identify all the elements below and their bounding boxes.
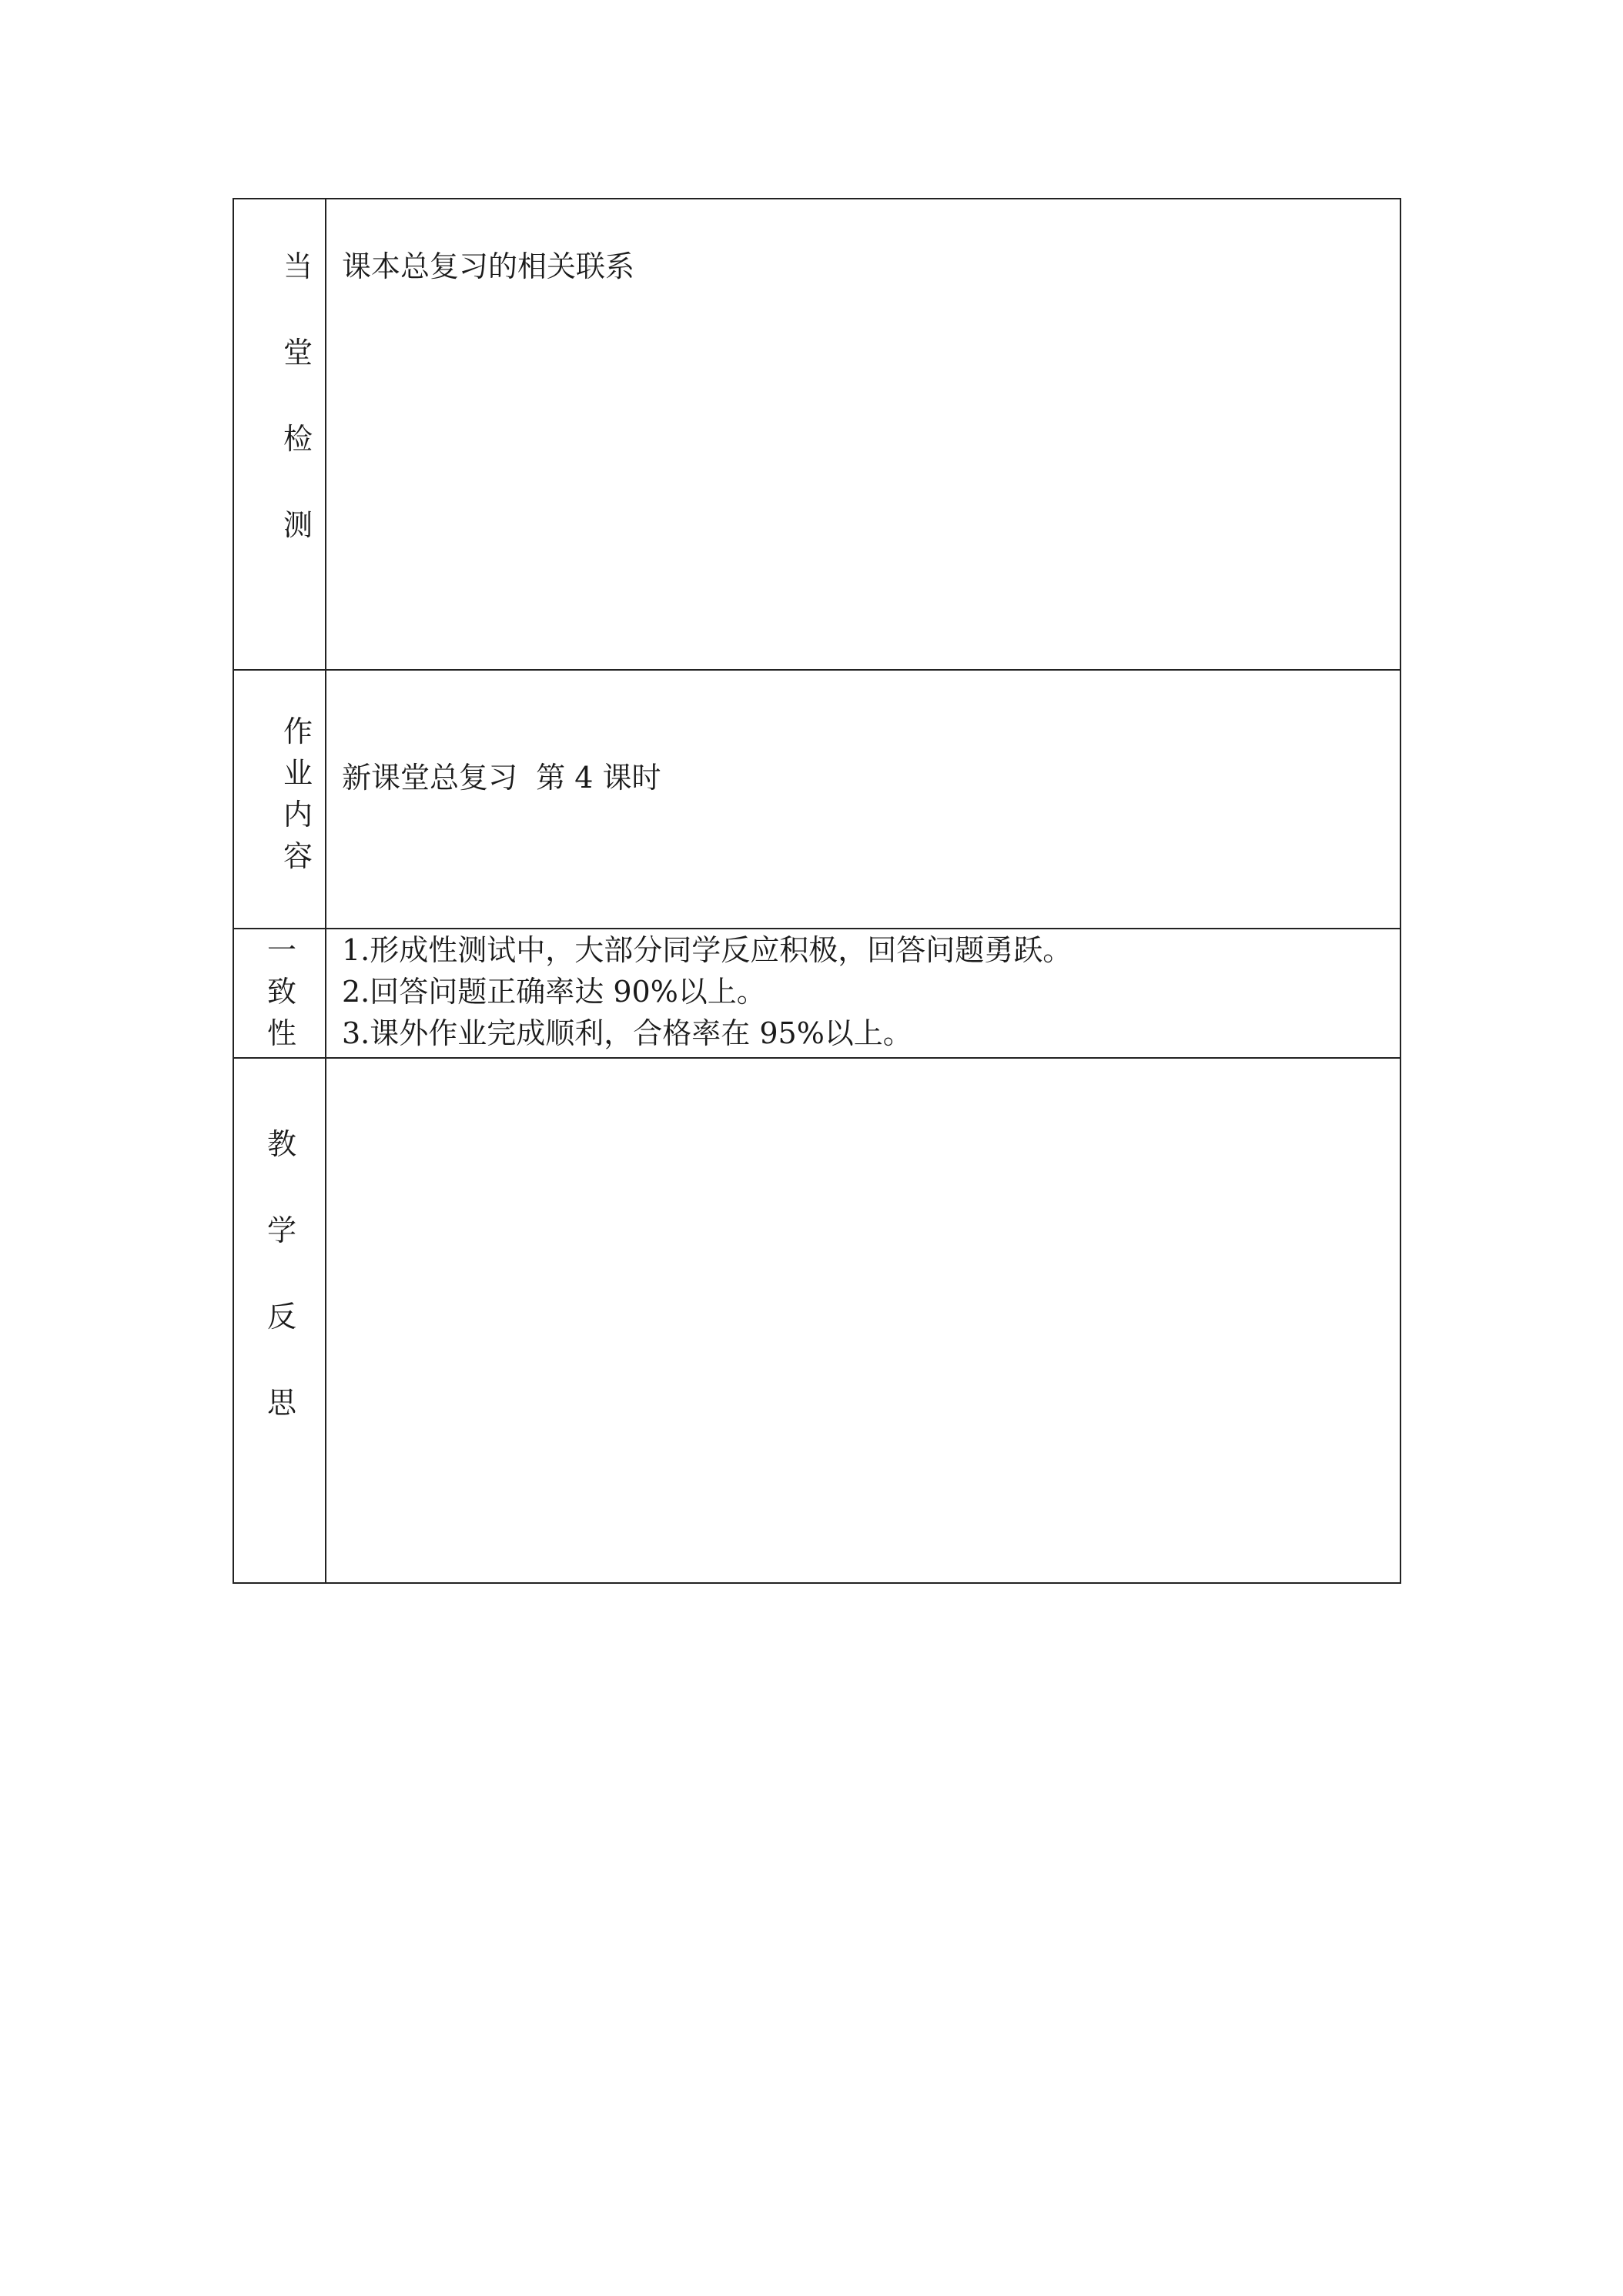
label-consistency — [234, 929, 326, 1057]
row-reflection — [234, 1059, 1400, 1582]
label-char: 测 — [283, 508, 313, 542]
label-char: 致 — [266, 975, 296, 1009]
label-char: 堂 — [283, 336, 313, 370]
label-char: 检 — [283, 422, 313, 456]
content-line: 1.形成性测试中，大部分同学反应积极，回答问题勇跃。 — [342, 933, 1073, 967]
label-char: 当 — [283, 249, 313, 283]
label-char: 反 — [266, 1300, 296, 1334]
label-char: 思 — [266, 1386, 296, 1420]
label-char: 业 — [283, 756, 313, 790]
content-line: 3.课外作业完成顺利，合格率在 95%以上。 — [342, 1016, 912, 1050]
row-homework — [234, 671, 1400, 929]
row-consistency — [234, 929, 1400, 1059]
label-char: 一 — [266, 933, 296, 967]
label-char: 内 — [283, 798, 313, 832]
label-reflection — [234, 1059, 326, 1582]
content-line: 2.回答问题正确率达 90%以上。 — [342, 975, 766, 1009]
label-char: 作 — [283, 715, 313, 748]
content-consistency — [326, 929, 1400, 1057]
content-class-test — [326, 199, 1400, 669]
label-class-test — [234, 199, 326, 669]
content-reflection — [326, 1059, 1400, 1582]
label-char: 容 — [283, 839, 313, 873]
content-homework — [326, 671, 1400, 928]
content-line: 新课堂总复习 第 4 课时 — [342, 761, 661, 795]
row-class-test — [234, 199, 1400, 671]
label-char: 学 — [266, 1213, 296, 1247]
label-char: 教 — [266, 1127, 296, 1161]
label-homework — [234, 671, 326, 928]
lesson-table — [233, 198, 1401, 1584]
content-line: 课本总复习的相关联系 — [342, 249, 635, 283]
label-char: 性 — [266, 1016, 296, 1050]
